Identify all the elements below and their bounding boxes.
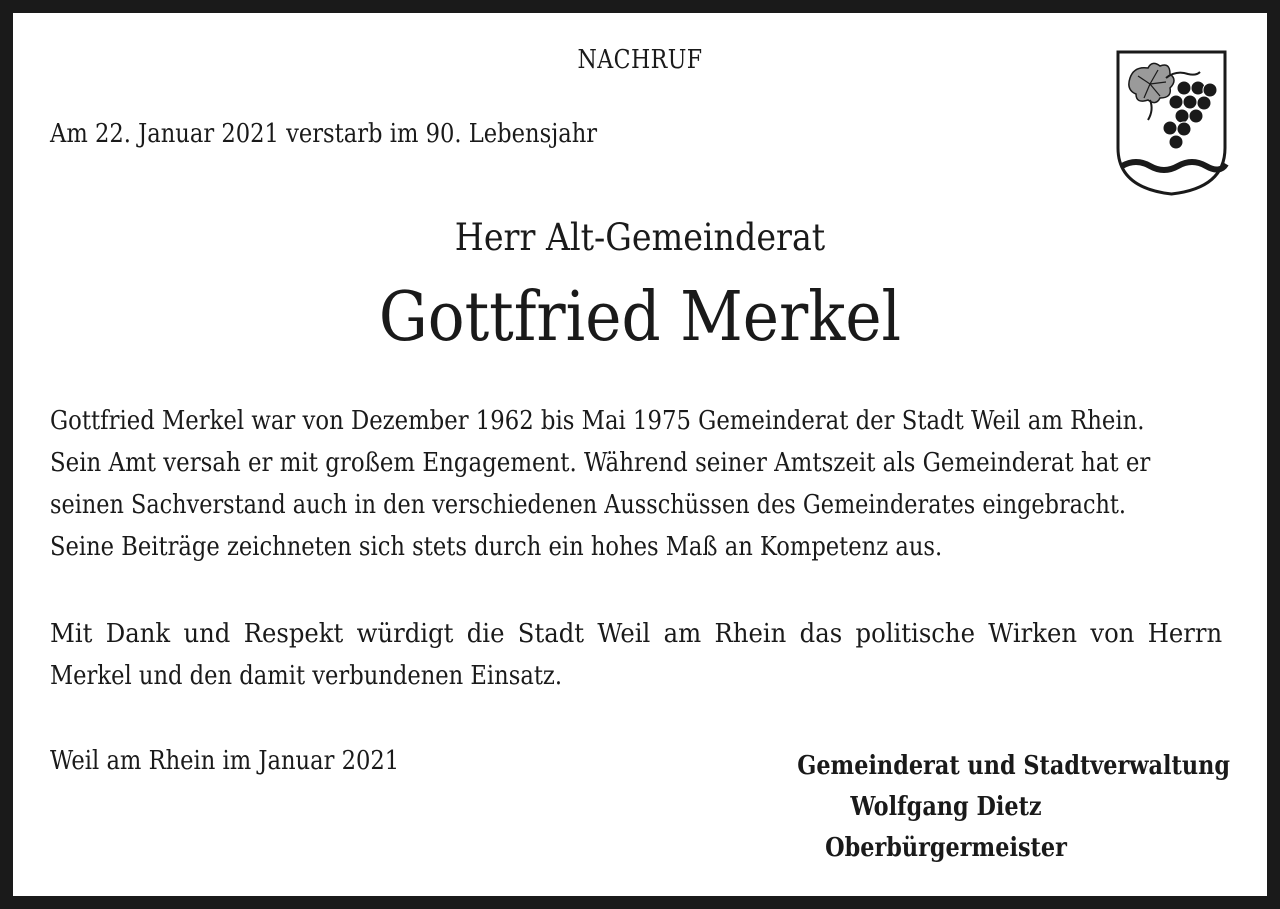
paragraph-line: Merkel und den damit verbundenen Einsatz. [50,661,563,691]
paragraph-line: seinen Sachverstand auch in den verschiedenen Ausschüssen des Gemeinderates eingebracht. [50,490,1127,520]
obituary-notice [13,13,1267,896]
signature-organization: Gemeinderat und Stadtverwaltung [797,751,1230,781]
signature-block [713,746,1230,863]
paragraph-line: Mit Dank und Respekt würdigt die Stadt Weil am Rhein das politische Wirken von Herrn [50,619,1223,649]
tribute-paragraph-2 [50,613,1230,697]
tribute-paragraph-1 [50,400,1230,568]
coat-of-arms-icon [1114,48,1229,198]
death-date-line: Am 22. Januar 2021 verstarb im 90. Lebensjahr [50,119,598,149]
place-and-date: Weil am Rhein im Januar 2021 [50,746,400,776]
notice-heading: NACHRUF [577,45,703,75]
paragraph-line: Gottfried Merkel war von Dezember 1962 bis Mai 1975 Gemeinderat der Stadt Weil am Rhein. [50,406,1145,436]
honorific-title: Herr Alt-Gemeinderat [454,216,826,259]
paragraph-line: Seine Beiträge zeichneten sich stets durch ein hohes Maß an Kompetenz aus. [50,532,943,562]
signature-title: Oberbürgermeister [825,833,1067,863]
deceased-name: Gottfried Merkel [378,278,902,357]
paragraph-line: Sein Amt versah er mit großem Engagement. Während seiner Amtszeit als Gemeinderat hat er [50,448,1151,478]
signature-name: Wolfgang Dietz [850,792,1042,822]
